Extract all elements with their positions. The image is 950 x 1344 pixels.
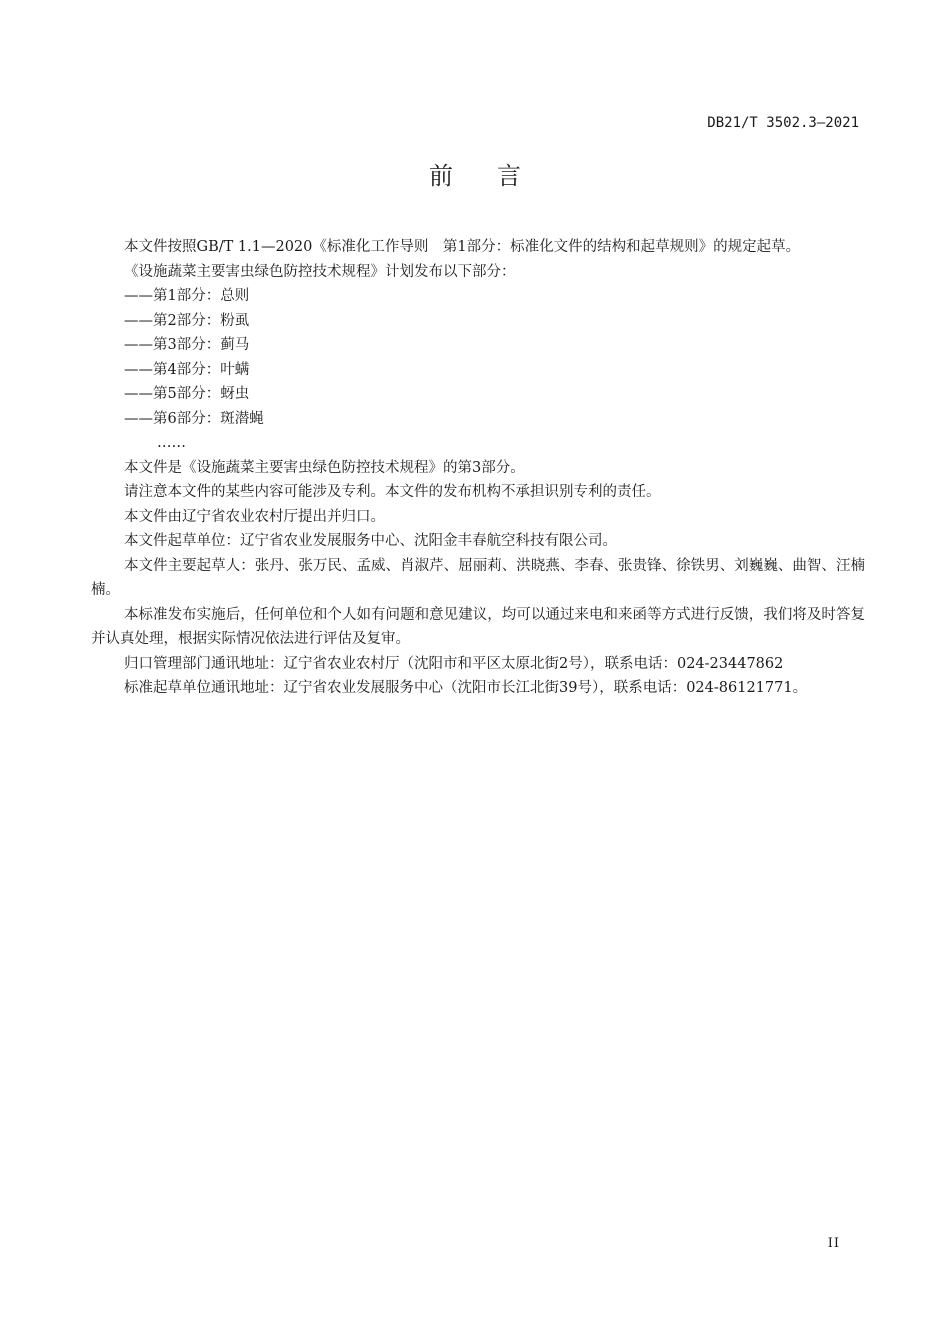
standard-code: DB21/T 3502.3—2021	[707, 115, 859, 131]
paragraph-series-intro: 《设施蔬菜主要害虫绿色防控技术规程》计划发布以下部分：	[124, 263, 516, 280]
list-item: ——第2部分：粉虱	[124, 312, 250, 329]
list-item: ——第3部分：蓟马	[124, 337, 250, 353]
paragraph-feedback: 本标准发布实施后，任何单位和个人如有问题和意见建议，均可以通过来电和来函等方式进行反馈，我们将及时答复并认真处理，根据实际情况依法进行评估及复审。	[91, 606, 865, 647]
paragraph-proposer: 本文件由辽宁省农业农村厅提出并归口。	[124, 508, 385, 525]
list-item: ——第5部分：蚜虫	[124, 386, 250, 402]
list-item: ——第1部分：总则	[124, 288, 250, 304]
paragraph-drafters: 本文件主要起草人：张丹、张万民、孟威、肖淑芹、屈丽莉、洪晓燕、李春、张贵锋、徐铁男、刘巍巍、曲智、汪楠楠。	[91, 557, 865, 598]
paragraph-drafting-basis: 本文件按照GB/T 1.1—2020《标准化工作导则 第1部分：标准化文件的结构和起草规则》的规定起草。	[124, 239, 801, 255]
paragraph-authority-address: 归口管理部门通讯地址：辽宁省农业农村厅（沈阳市和平区太原北街2号），联系电话：024-23447862	[124, 655, 784, 672]
paragraph-patent-notice: 请注意本文件的某些内容可能涉及专利。本文件的发布机构不承担识别专利的责任。	[124, 484, 661, 500]
paragraph-part-statement: 本文件是《设施蔬菜主要害虫绿色防控技术规程》的第3部分。	[124, 459, 525, 476]
list-item: ——第6部分：斑潜蝇	[124, 410, 264, 427]
page-title: 前言	[429, 162, 565, 190]
page-number: II	[827, 1236, 840, 1251]
foreword-body	[91, 235, 865, 701]
list-item: ——第4部分：叶螨	[124, 361, 250, 378]
paragraph-drafting-units: 本文件起草单位：辽宁省农业发展服务中心、沈阳金丰春航空科技有限公司。	[124, 533, 617, 549]
paragraph-drafter-address: 标准起草单位通讯地址：辽宁省农业发展服务中心（沈阳市长江北街39号），联系电话：024-86121771。	[124, 680, 808, 696]
list-ellipsis: ……	[157, 435, 186, 451]
